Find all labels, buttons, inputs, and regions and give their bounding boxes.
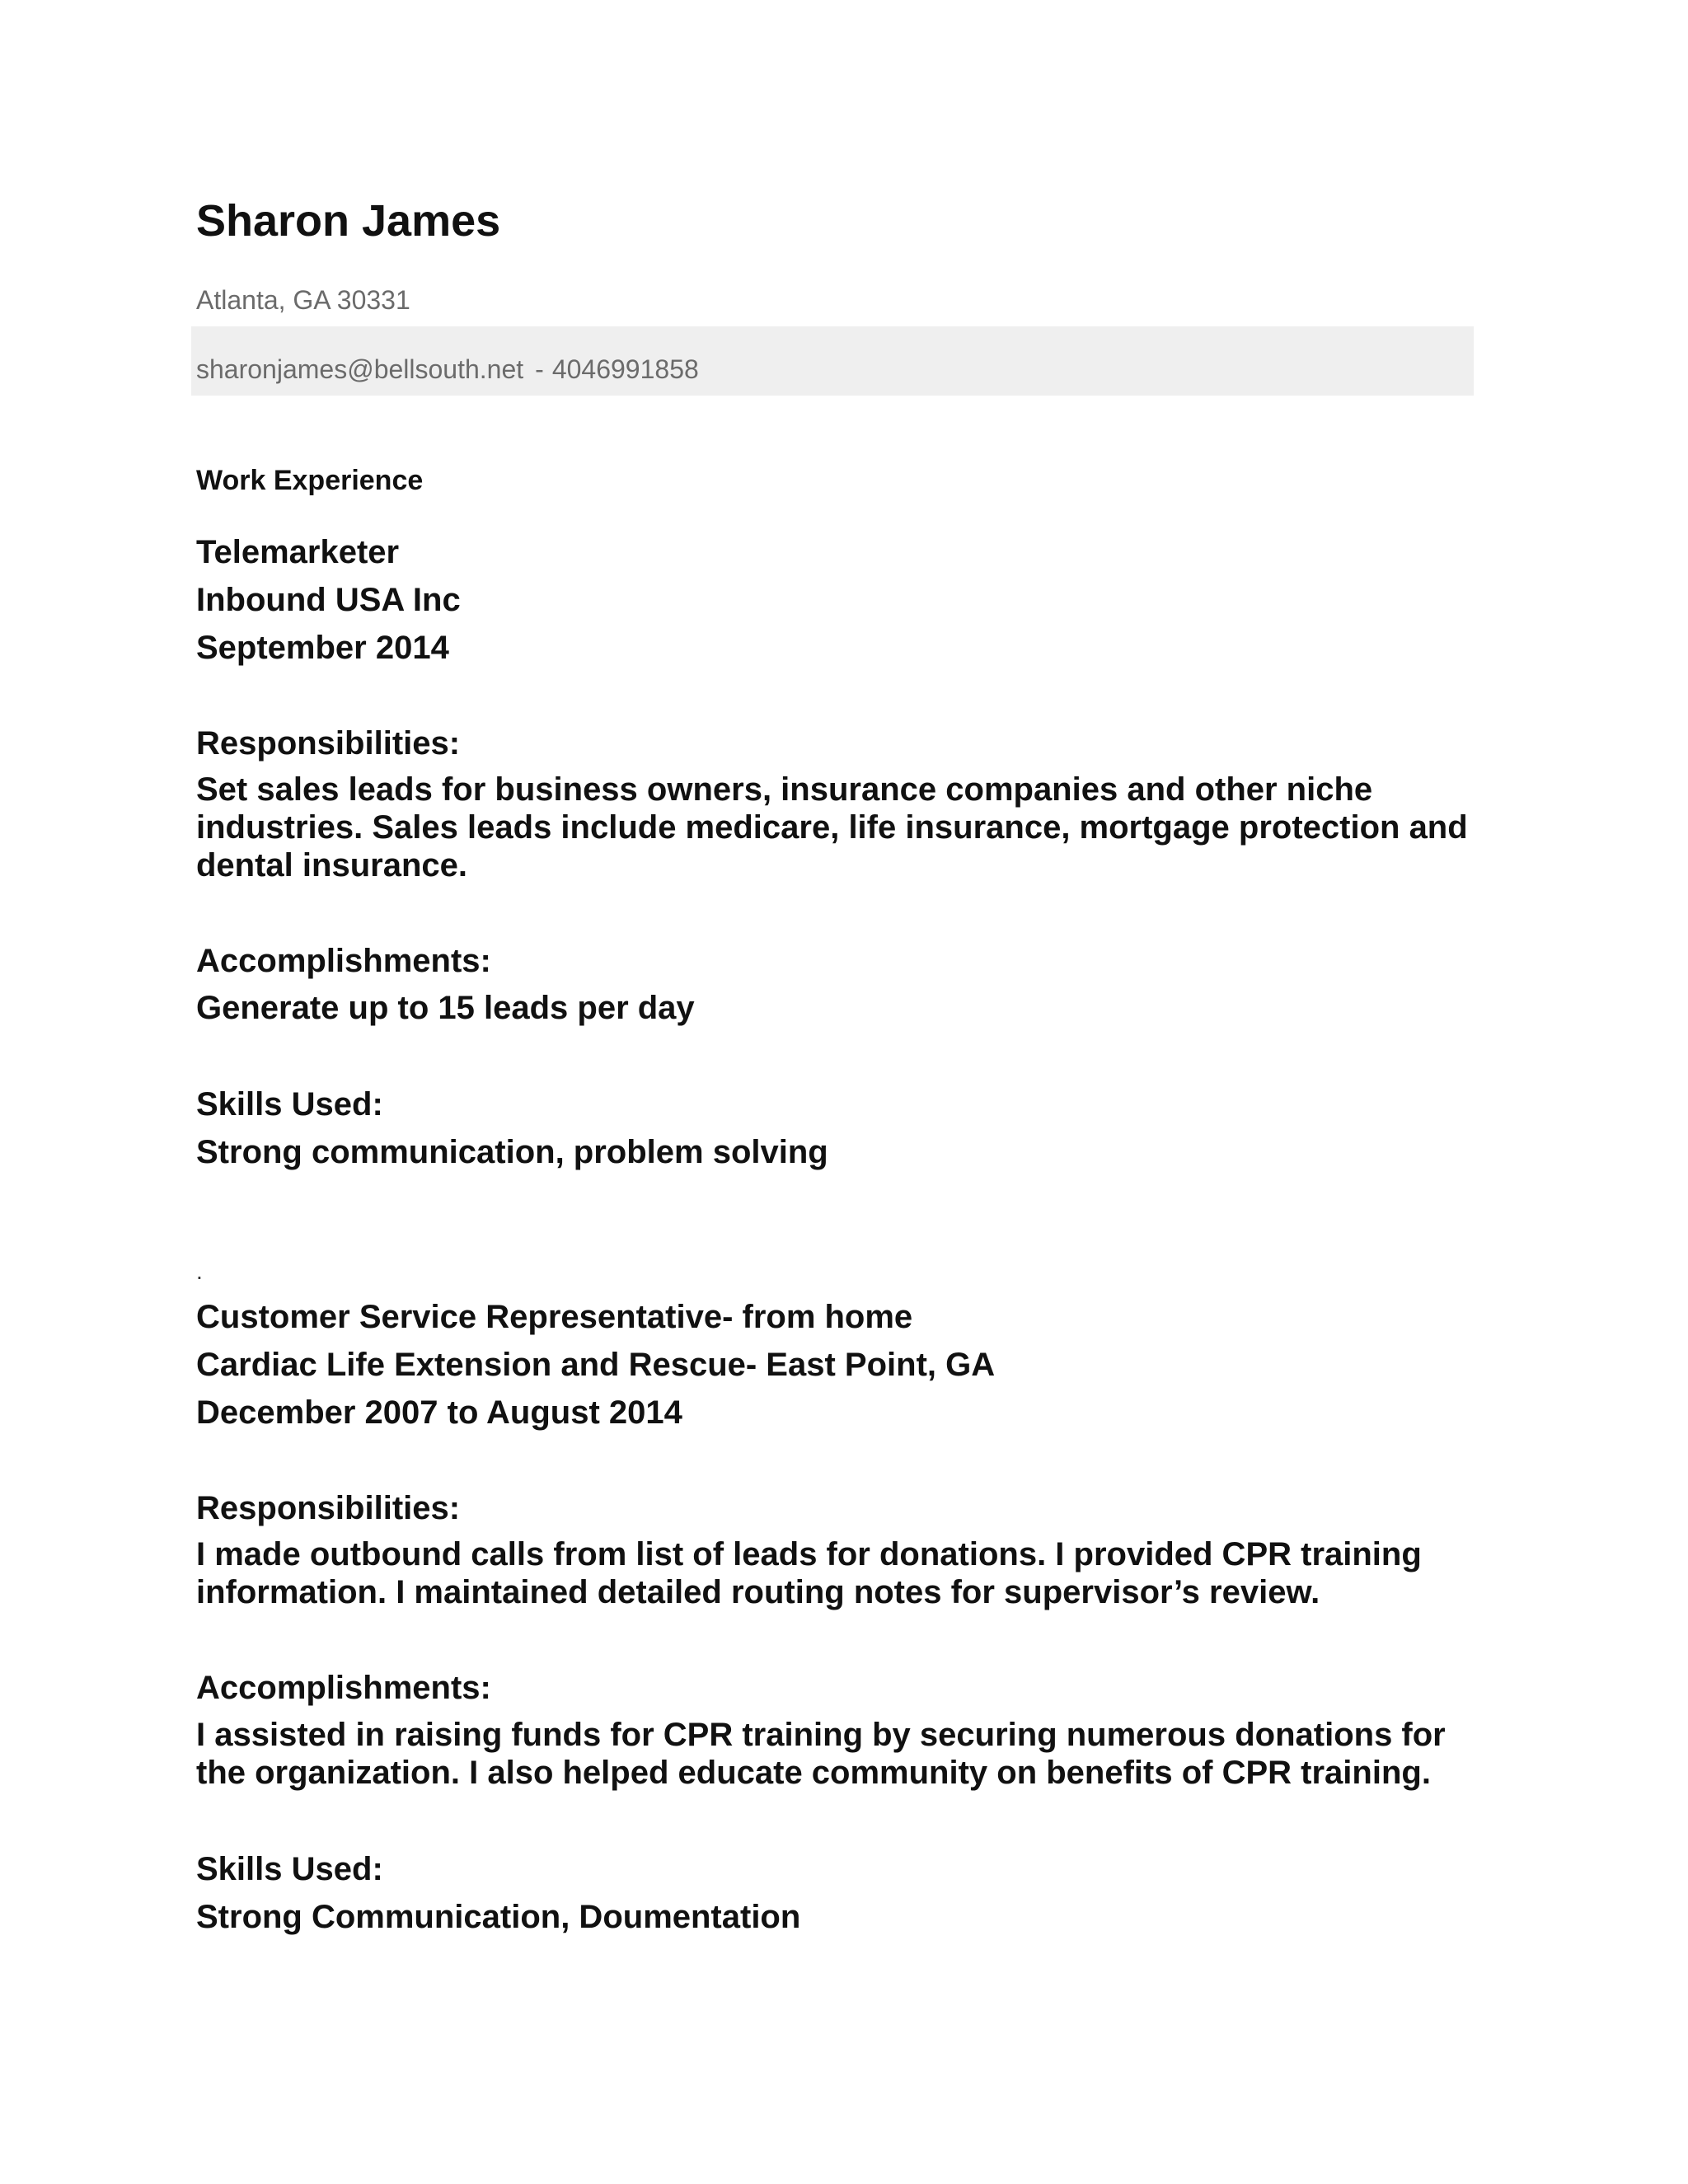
responsibilities-label: Responsibilities: — [196, 1490, 461, 1526]
responsibilities-line: I made outbound calls from list of leads for donations. I provided CPR training — [196, 1536, 1422, 1572]
accomplishments-line: Generate up to 15 leads per day — [196, 990, 695, 1026]
separator-dot: . — [196, 1258, 203, 1284]
contact-line — [196, 353, 699, 386]
contact-bar — [191, 326, 1474, 396]
work-experience-heading: Work Experience — [196, 465, 424, 496]
responsibilities-line: dental insurance. — [196, 847, 467, 883]
job-dates: September 2014 — [196, 630, 449, 666]
responsibilities-line: information. I maintained detailed routing notes for supervisor’s review. — [196, 1574, 1320, 1610]
responsibilities-label: Responsibilities: — [196, 725, 461, 762]
accomplishments-line: the organization. I also helped educate community on benefits of CPR training. — [196, 1755, 1431, 1791]
contact-email: sharonjames@bellsouth.net — [196, 354, 524, 384]
job-company: Cardiac Life Extension and Rescue- East Point, GA — [196, 1347, 996, 1383]
accomplishments-line: I assisted in raising funds for CPR training by securing numerous donations for — [196, 1717, 1446, 1753]
contact-separator: - — [535, 354, 544, 384]
job-dates: December 2007 to August 2014 — [196, 1394, 682, 1431]
skills-label: Skills Used: — [196, 1086, 383, 1122]
job-position: Telemarketer — [196, 534, 400, 570]
contact-phone: 4046991858 — [551, 354, 699, 384]
skills-label: Skills Used: — [196, 1851, 383, 1887]
skills-value: Strong communication, problem solving — [196, 1134, 828, 1170]
skills-value: Strong Communication, Doumentation — [196, 1899, 801, 1935]
responsibilities-line: Set sales leads for business owners, insurance companies and other niche — [196, 771, 1373, 808]
job-position: Customer Service Representative- from home — [196, 1299, 913, 1335]
accomplishments-label: Accomplishments: — [196, 943, 491, 979]
responsibilities-line: industries. Sales leads include medicare, life insurance, mortgage protection and — [196, 809, 1468, 846]
candidate-name: Sharon James — [196, 196, 501, 246]
accomplishments-label: Accomplishments: — [196, 1670, 491, 1706]
job-company: Inbound USA Inc — [196, 582, 461, 618]
candidate-address: Atlanta, GA 30331 — [196, 285, 410, 315]
